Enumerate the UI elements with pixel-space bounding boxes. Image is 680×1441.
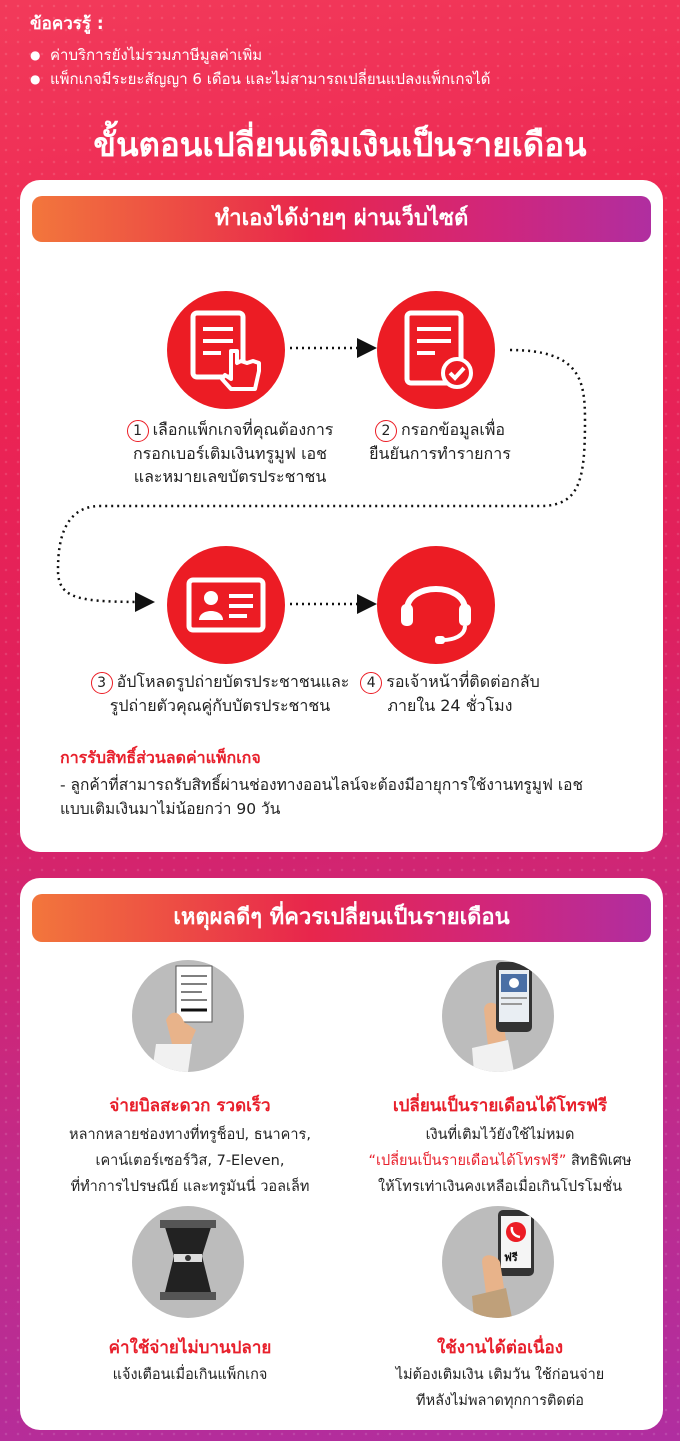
- reason-line: ไม่ต้องเติมเงิน เติมวัน ใช้ก่อนจ่าย: [395, 1367, 605, 1383]
- free-badge: ฟรี: [504, 1251, 518, 1264]
- step-1-text: [80, 418, 380, 488]
- step-line: เลือกแพ็กเกจที่คุณต้องการ: [152, 420, 334, 439]
- phone-free-call-icon: [442, 1206, 554, 1318]
- note-item: ● ค่าบริการยังไม่รวมภาษีมูลค่าเพิ่ม: [30, 43, 491, 67]
- reasons-card: [20, 878, 663, 1430]
- step-line: อัปโหลดรูปถ่ายบัตรประชาชนและ: [116, 672, 350, 691]
- steps-card: [20, 180, 663, 852]
- reason-line: ทีหลังไม่พลาดทุกการติดต่อ: [416, 1393, 584, 1409]
- reason-line: เงินที่เติมไว้ยังใช้ไม่หมด: [425, 1127, 575, 1143]
- step-line: ยืนยันการทำรายการ: [369, 443, 511, 463]
- headline: ขั้นตอนเปลี่ยนเติมเงินเป็นรายเดือน: [93, 125, 587, 164]
- step-line: กรอกข้อมูลเพื่อ: [400, 420, 506, 439]
- step-line: กรอกเบอร์เติมเงินทรูมูฟ เอช: [132, 443, 328, 463]
- step-4-text: [340, 670, 560, 717]
- reason-3-text: [40, 1362, 340, 1388]
- steps-banner: ทำเองได้ง่ายๆ ผ่านเว็บไซต์: [32, 196, 651, 242]
- step-line: ภายใน 24 ชั่วโมง: [387, 695, 513, 715]
- reason-4-text: [350, 1362, 650, 1414]
- reason-line: ให้โทรเท่าเงินคงเหลือเมื่อเกินโปรโมชั่น: [377, 1179, 622, 1195]
- receipt-icon: [132, 960, 244, 1072]
- phone-video-icon: [442, 960, 554, 1072]
- reason-1-text: [40, 1122, 340, 1200]
- discount-title: การรับสิทธิ์ส่วนลดค่าแพ็กเกจ: [60, 748, 261, 767]
- step-number: 1: [127, 420, 149, 442]
- discount-line: - ลูกค้าที่สามารถรับสิทธิ์ผ่านช่องทางออนไลน์จะต้องมีอายุการใช้งานทรูมูฟ เอช: [60, 776, 583, 794]
- headset-icon: [377, 546, 495, 664]
- discount-note: [60, 746, 650, 821]
- reason-1-title: จ่ายบิลสะดวก รวดเร็ว: [109, 1096, 271, 1116]
- id-card-icon: [167, 546, 285, 664]
- notes-title: ข้อควรรู้ :: [30, 14, 104, 34]
- notes: [30, 10, 491, 91]
- reason-line: เคาน์เตอร์เซอร์วิส, 7-Eleven,: [95, 1153, 285, 1169]
- wallet-icon: [132, 1206, 244, 1318]
- reason-3-title: ค่าใช้จ่ายไม่บานปลาย: [108, 1338, 272, 1358]
- reason-line: สิทธิพิเศษ: [566, 1153, 632, 1169]
- step-number: 3: [91, 672, 113, 694]
- reason-line: หลากหลายช่องทางที่ทรูช็อป, ธนาคาร,: [69, 1127, 311, 1143]
- step-line: รอเจ้าหน้าที่ติดต่อกลับ: [386, 672, 540, 691]
- step-3-text: [75, 670, 365, 717]
- discount-line: แบบเติมเงินมาไม่น้อยกว่า 90 วัน: [60, 800, 281, 818]
- step-line: รูปถ่ายตัวคุณคู่กับบัตรประชาชน: [109, 695, 331, 715]
- reason-highlight: “เปลี่ยนเป็นรายเดือนได้โทรฟรี”: [368, 1153, 567, 1169]
- reasons-banner: เหตุผลดีๆ ที่ควรเปลี่ยนเป็นรายเดือน: [32, 894, 651, 942]
- reason-2-title: เปลี่ยนเป็นรายเดือนได้โทรฟรี: [392, 1096, 608, 1116]
- step-line: และหมายเลขบัตรประชาชน: [133, 466, 327, 486]
- step-number: 4: [360, 672, 382, 694]
- reason-line: ที่ทำการไปรษณีย์ และทรูมันนี่ วอลเล็ท: [70, 1179, 310, 1195]
- step-number: 2: [375, 420, 397, 442]
- form-check-icon: [377, 291, 495, 409]
- reason-line: แจ้งเตือนเมื่อเกินแพ็กเกจ: [112, 1367, 268, 1383]
- note-item: ● แพ็กเกจมีระยะสัญญา 6 เดือน และไม่สามารถเปลี่ยนแปลงแพ็กเกจได้: [30, 67, 491, 91]
- reason-4-title: ใช้งานได้ต่อเนื่อง: [436, 1338, 564, 1358]
- reason-2-text: [340, 1122, 660, 1200]
- form-tap-icon: [167, 291, 285, 409]
- step-2-text: [340, 418, 540, 465]
